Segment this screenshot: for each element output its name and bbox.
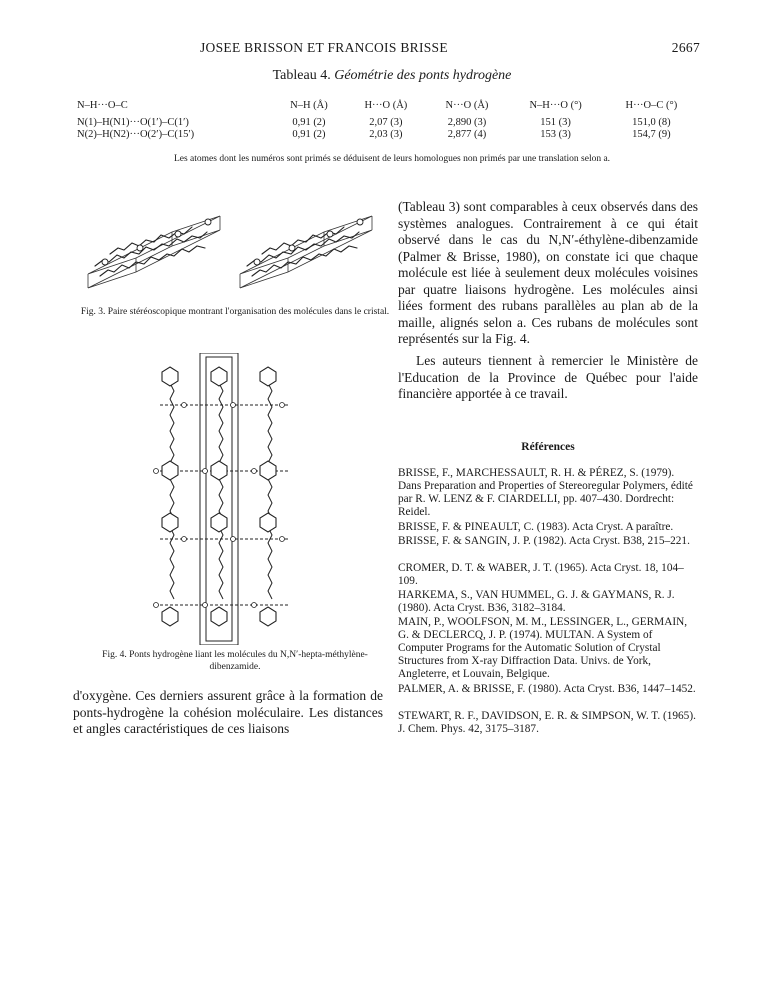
col-header: N–H (Å)	[290, 100, 328, 111]
table-cell: N(1)–H(N1)···O(1′)–C(1′)	[77, 117, 189, 128]
table-caption-title: Géométrie des ponts hydrogène	[334, 68, 512, 83]
table-caption	[0, 68, 784, 84]
table-cell: 2,890 (3)	[447, 117, 487, 128]
reference-item	[398, 562, 698, 588]
reference-text: BRISSE, F. & SANGIN, J. P. (1982). Acta Cryst. B38, 215–221.	[398, 535, 690, 547]
table-cell: 151,0 (8)	[632, 117, 671, 128]
reference-item	[398, 683, 698, 696]
reference-item	[398, 710, 698, 736]
table-header-row	[73, 98, 699, 117]
reference-item	[398, 535, 698, 548]
reference-text: BRISSE, F. & PINEAULT, C. (1983). Acta Cryst. A paraître.	[398, 521, 674, 533]
reference-item	[398, 616, 698, 681]
table-cell: 2,877 (4)	[447, 129, 487, 140]
fig3-caption: Fig. 3. Paire stéréoscopique montrant l'organisation des molécules dans le cristal.	[80, 307, 390, 317]
table-cell: 154,7 (9)	[632, 129, 671, 140]
reference-item	[398, 589, 698, 615]
col-header: H···O (Å)	[364, 100, 408, 111]
table-row	[73, 129, 699, 141]
reference-item	[398, 467, 698, 519]
fig4-ribbon-image	[150, 353, 310, 645]
table-note: Les atomes dont les numéros sont primés se déduisent de leurs homologues non primés par une translation selon a.	[173, 154, 611, 164]
col-header: N···O (Å)	[445, 100, 489, 111]
fig3-stereo-image	[80, 196, 380, 304]
reference-text: CROMER, D. T. & WABER, J. T. (1965). Acta Cryst. 18, 104–109.	[398, 562, 684, 587]
hydrogen-bond-table	[73, 98, 699, 141]
references-title: Références	[521, 441, 575, 453]
acknowledgement-paragraph: Les auteurs tiennent à remercier le Ministère de l'Education de la Province de Québec pour l'aide financière apportée à ce travail.	[398, 353, 698, 401]
table-cell: 0,91 (2)	[292, 117, 326, 128]
reference-item	[398, 521, 698, 534]
table-caption-label: Tableau 4.	[272, 68, 331, 83]
table-cell: N(2)–H(N2)···O(2′)–C(15′)	[77, 129, 195, 140]
table-cell: 0,91 (2)	[292, 129, 326, 140]
left-body-paragraph: d'oxygène. Ces derniers assurent grâce à la formation de ponts-hydrogène la cohésion moléculaire. Les distances et angles caractéristiques de ces liaisons	[73, 688, 383, 736]
table-row	[73, 117, 699, 129]
reference-text: BRISSE, F., MARCHESSAULT, R. H. & PÉREZ, S. (1979). Dans Preparation and Properties of Stereoregular Polymers, édité par R. W. LENZ & F. CIARDELLI, pp. 407–430. Dordrecht: Reidel.	[398, 467, 693, 518]
right-body-paragraph: (Tableau 3) sont comparables à ceux observés dans des systèmes analogues. Contrairement à ce qui était observé dans le cas du N,N′-éthylène-dibenzamide (Palmer & Brisse, 1980), on constate ici que chaque molécule est liée à seulement deux molécules voisines par quatre liaisons hydrogène. Les molécules ainsi liées forment des rubans parallèles au plan ab de la maille, alignés selon a. Ces rubans de molécules sont représentés sur la Fig. 4.	[398, 199, 698, 346]
reference-text: STEWART, R. F., DAVIDSON, E. R. & SIMPSON, W. T. (1965). J. Chem. Phys. 42, 3175–3187.	[398, 710, 696, 735]
running-header	[200, 40, 700, 56]
table-cell: 2,07 (3)	[369, 117, 403, 128]
col-header: N–H···O–C	[77, 100, 128, 111]
table-cell: 153 (3)	[540, 129, 571, 140]
col-header: N–H···O (°)	[529, 100, 582, 111]
page-number: 2667	[671, 40, 700, 55]
reference-text: MAIN, P., WOOLFSON, M. M., LESSINGER, L., GERMAIN, G. & DECLERCQ, J. P. (1974). MULTAN. A System of Computer Programs for the Automatic Solution of Crystal Structures from X-ray Diffraction Data. Univs. de York, Angleterre, et Louvain, Belgique.	[398, 616, 688, 680]
col-header: H···O–C (°)	[625, 100, 678, 111]
reference-text: HARKEMA, S., VAN HUMMEL, G. J. & GAYMANS, R. J. (1980). Acta Cryst. B36, 3182–3184.	[398, 589, 675, 614]
fig4-caption: Fig. 4. Ponts hydrogène liant les molécules du N,N′-hepta-méthylène-dibenzamide.	[102, 650, 368, 672]
table-cell: 151 (3)	[540, 117, 571, 128]
table-cell: 2,03 (3)	[369, 129, 403, 140]
header-authors: JOSEE BRISSON ET FRANCOIS BRISSE	[200, 40, 448, 55]
reference-text: PALMER, A. & BRISSE, F. (1980). Acta Cryst. B36, 1447–1452.	[398, 683, 696, 695]
